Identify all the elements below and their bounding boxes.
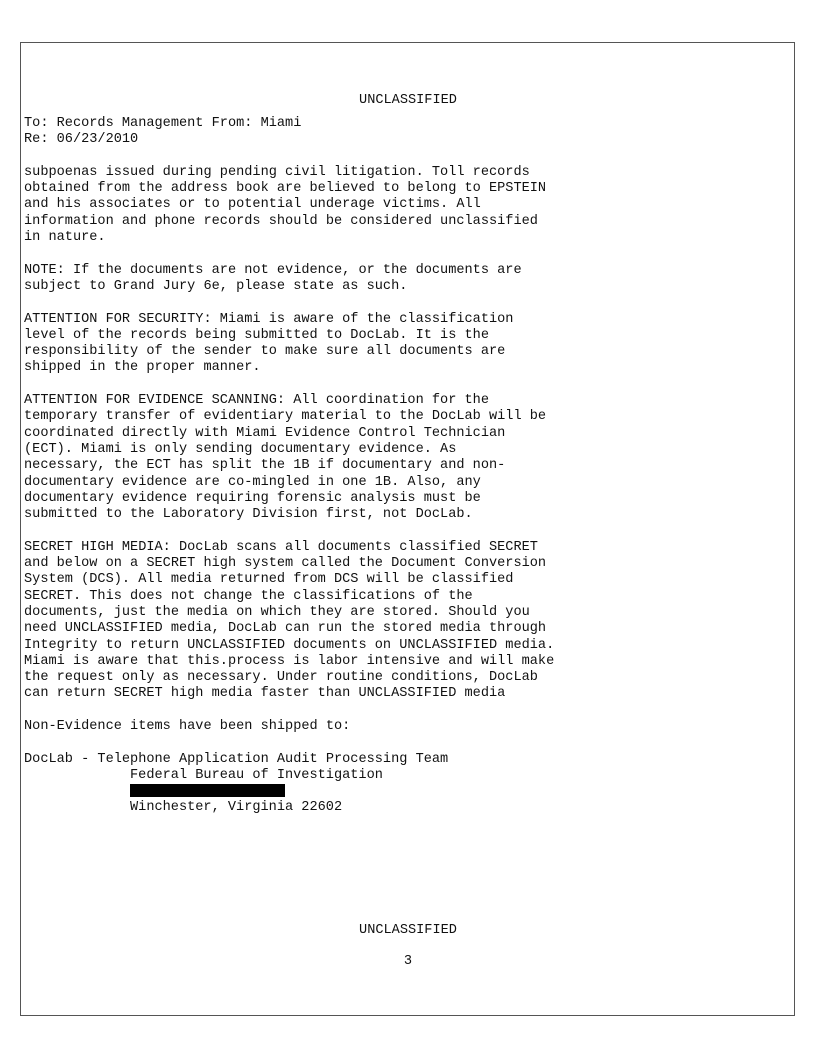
paragraph-line: in nature. — [24, 230, 106, 246]
paragraph-line: SECRET. This does not change the classifications of the — [24, 588, 473, 604]
address-line-4: Winchester, Virginia 22602 — [130, 800, 343, 816]
paragraph — [24, 165, 554, 263]
footer-classification-marking: UNCLASSIFIED — [359, 923, 457, 938]
address-redacted-line — [24, 784, 554, 800]
paragraph-line: Non-Evidence items have been shipped to: — [24, 718, 351, 734]
paragraph-line: information and phone records should be considered unclassified — [24, 213, 538, 229]
paragraph-line: Miami is aware that this.process is labor intensive and will make — [24, 653, 555, 669]
address-line-2: Federal Bureau of Investigation — [130, 767, 383, 783]
memo-body — [24, 116, 554, 817]
memo-to-from: To: Records Management From: Miami — [24, 116, 302, 131]
paragraph-line: (ECT). Miami is only sending documentary evidence. As — [24, 441, 457, 457]
paragraph-line: coordinated directly with Miami Evidence Control Technician — [24, 425, 506, 441]
paragraph-line: subject to Grand Jury 6e, please state as such. — [24, 278, 408, 294]
header-classification-marking: UNCLASSIFIED — [359, 93, 457, 108]
page-number: 3 — [403, 954, 413, 969]
paragraph-line: the request only as necessary. Under routine conditions, DocLab — [24, 670, 538, 686]
paragraph-line: need UNCLASSIFIED media, DocLab can run the stored media through — [24, 621, 547, 637]
paragraph-line: obtained from the address book are believed to belong to EPSTEIN — [24, 181, 547, 197]
paragraph — [24, 263, 554, 312]
paragraph-line: subpoenas issued during pending civil litigation. Toll records — [24, 164, 530, 180]
paragraph-line: level of the records being submitted to DocLab. It is the — [24, 327, 489, 343]
paragraph-line: and his associates or to potential underage victims. All — [24, 197, 481, 213]
paragraph-line: responsibility of the sender to make sure all documents are — [24, 344, 506, 360]
paragraph-line: documentary evidence requiring forensic analysis must be — [24, 490, 481, 506]
paragraph-line: ATTENTION FOR SECURITY: Miami is aware of the classification — [24, 311, 514, 327]
paragraph-line: necessary, the ECT has split the 1B if documentary and non- — [24, 458, 506, 474]
paragraph-line: temporary transfer of evidentiary material to the DocLab will be — [24, 409, 547, 425]
paragraph-line: documents, just the media on which they are stored. Should you — [24, 604, 530, 620]
paragraph-line: SECRET HIGH MEDIA: DocLab scans all documents classified SECRET — [24, 539, 538, 555]
paragraph-line: ATTENTION FOR EVIDENCE SCANNING: All coordination for the — [24, 393, 489, 409]
address-line-1: DocLab - Telephone Application Audit Processing Team — [24, 751, 449, 767]
paragraph-line: shipped in the proper manner. — [24, 360, 261, 376]
memo-re: Re: 06/23/2010 — [24, 132, 139, 148]
paragraph-line: can return SECRET high media faster than UNCLASSIFIED media — [24, 686, 506, 702]
redaction-box — [130, 784, 285, 797]
paragraph-line: Integrity to return UNCLASSIFIED documents on UNCLASSIFIED media. — [24, 637, 555, 653]
paragraph-line: and below on a SECRET high system called the Document Conversion — [24, 556, 547, 572]
paragraph — [24, 393, 554, 540]
paragraph-line: System (DCS). All media returned from DCS will be classified — [24, 572, 514, 588]
paragraph — [24, 312, 554, 393]
paragraph-line: documentary evidence are co-mingled in one 1B. Also, any — [24, 474, 481, 490]
paragraph — [24, 719, 554, 752]
paragraph-line: submitted to the Laboratory Division first, not DocLab. — [24, 507, 473, 523]
paragraph-line: NOTE: If the documents are not evidence, or the documents are — [24, 262, 522, 278]
paragraph — [24, 540, 554, 719]
